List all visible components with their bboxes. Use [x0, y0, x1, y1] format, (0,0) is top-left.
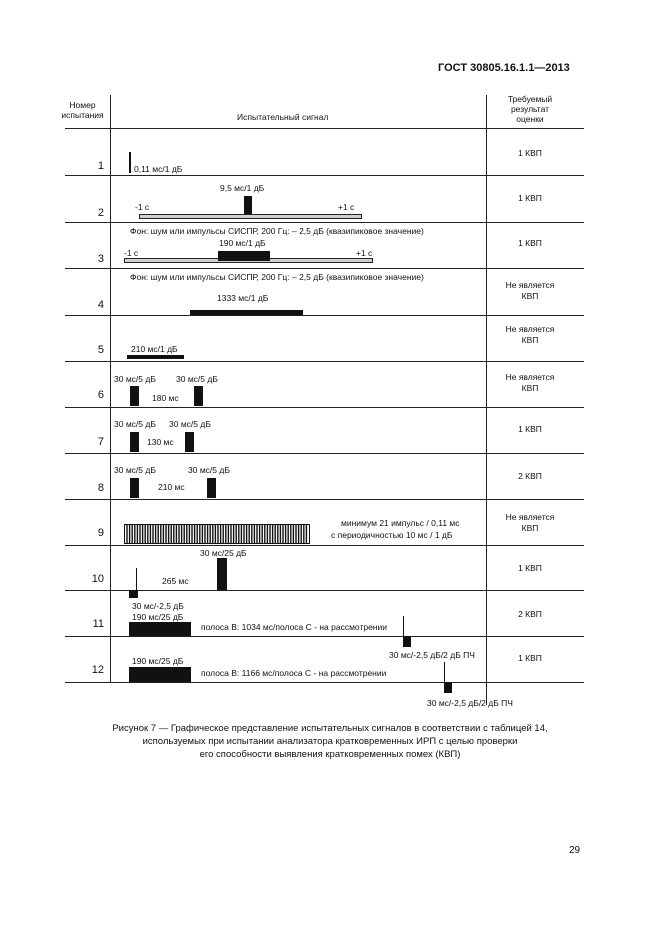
signal-label: 1333 мс/1 дБ [217, 293, 269, 303]
row-divider [65, 128, 584, 129]
interval-label: 130 мс [147, 437, 174, 447]
result-line: КВП [521, 523, 539, 533]
row-number: 8 [97, 482, 104, 494]
row-number: 10 [91, 573, 104, 585]
impulse-block [129, 622, 191, 636]
signal-label: 0,11 мс/1 дБ [134, 164, 183, 174]
result-cell: 1 КВП [518, 653, 542, 663]
result-cell: 1 КВП [518, 424, 542, 434]
result-cell: 1 КВП [518, 148, 542, 158]
impulse-marker [136, 568, 137, 590]
band-note: полоса В: 1034 мс/полоса С - на рассмотрении [201, 622, 387, 632]
row-number: 6 [97, 389, 104, 401]
impulse-block [217, 558, 227, 590]
header-test-number-line: испытания [61, 110, 104, 120]
background-label: Фон: шум или импульсы СИСПР, 200 Гц: – 2,5 дБ (квазипиковое значение) [130, 272, 424, 282]
result-cell: 2 КВП [518, 609, 542, 619]
impulse-block [207, 478, 216, 498]
header-required-result [489, 94, 571, 124]
signal-label: 190 мс/25 дБ [132, 612, 184, 622]
impulse-marker [129, 152, 131, 173]
row-number: 4 [97, 299, 104, 311]
impulse-block [130, 386, 139, 406]
column-divider [110, 95, 111, 682]
signal-label: 30 мс/5 дБ [114, 374, 156, 384]
result-cell: 1 КВП [518, 238, 542, 248]
impulse-block [127, 355, 184, 359]
signal-label: 30 мс/-2,5 дБ [132, 601, 184, 611]
page-number: 29 [569, 845, 581, 856]
interval-label: 265 мс [162, 576, 189, 586]
header-test-number-line: Номер [69, 100, 96, 110]
impulse-block [129, 667, 191, 682]
result-cell [489, 512, 571, 534]
signal-label: -1 с [135, 202, 150, 212]
impulse-block [190, 310, 303, 315]
row-divider [65, 545, 584, 546]
result-cell [489, 324, 571, 346]
background-label: Фон: шум или импульсы СИСПР, 200 Гц: – 2,5 дБ (квазипиковое значение) [130, 226, 424, 236]
impulse-block [185, 432, 194, 452]
row-divider [65, 175, 584, 176]
header-test-number [60, 100, 105, 120]
result-line: Не является [505, 324, 555, 334]
column-divider [486, 95, 487, 705]
interval-label: 180 мс [152, 393, 179, 403]
impulse-marker [444, 662, 445, 682]
figure-caption [60, 722, 600, 761]
caption-line: Рисунок 7 — Графическое представление испытательных сигналов в соответствии с таблицей 14, [112, 723, 548, 734]
impulse-marker [403, 616, 404, 636]
negative-impulse-block [403, 636, 411, 647]
signal-label: 30 мс/5 дБ [188, 465, 230, 475]
signal-label: 30 мс/-2,5 дБ/2 дБ ПЧ [427, 698, 513, 708]
impulse-train [124, 524, 310, 544]
result-line: КВП [521, 291, 539, 301]
row-number: 1 [97, 160, 104, 172]
signal-label: 30 мс/5 дБ [169, 419, 211, 429]
signal-label: 30 мс/-2,5 дБ/2 дБ ПЧ [389, 650, 475, 660]
impulse-block [130, 432, 139, 452]
row-number: 9 [97, 527, 104, 539]
result-cell: 2 КВП [518, 471, 542, 481]
impulse-block [244, 196, 252, 214]
impulse-block [130, 478, 139, 498]
row-number: 3 [97, 253, 104, 265]
header-result-line: Требуемый [507, 94, 553, 104]
signal-label: с периодичностью 10 мс / 1 дБ [331, 530, 453, 540]
result-line: КВП [521, 383, 539, 393]
header-test-signal: Испытательный сигнал [237, 112, 329, 122]
result-line: Не является [505, 372, 555, 382]
result-line: КВП [521, 335, 539, 345]
result-line: Не является [505, 512, 555, 522]
signal-label: 30 мс/25 дБ [200, 548, 247, 558]
negative-impulse-block [444, 682, 452, 693]
row-divider [65, 361, 584, 362]
result-cell [489, 372, 571, 394]
row-divider [65, 407, 584, 408]
document-code: ГОСТ 30805.16.1.1—2013 [438, 62, 570, 74]
row-divider [65, 499, 584, 500]
signal-label: +1 с [338, 202, 355, 212]
signal-label: 30 мс/5 дБ [176, 374, 218, 384]
result-line: Не является [505, 280, 555, 290]
row-divider [65, 453, 584, 454]
header-result-line: результат [510, 104, 550, 114]
background-noise-bar [139, 214, 362, 219]
signal-label: -1 с [124, 248, 139, 258]
signal-label: +1 с [356, 248, 373, 258]
impulse-block [194, 386, 203, 406]
signal-label: 30 мс/5 дБ [114, 419, 156, 429]
row-divider [65, 222, 584, 223]
row-number: 12 [91, 664, 104, 676]
result-cell: 1 КВП [518, 193, 542, 203]
row-divider [65, 268, 584, 269]
signal-label: 9,5 мс/1 дБ [220, 183, 265, 193]
row-divider [65, 315, 584, 316]
row-number: 2 [97, 207, 104, 219]
result-cell: 1 КВП [518, 563, 542, 573]
header-result-line: оценки [516, 114, 544, 124]
row-number: 11 [92, 618, 104, 630]
signal-label: минимум 21 импульс / 0,11 мс [341, 518, 460, 528]
caption-line: используемых при испытании анализатора кратковременных ИРП с целью проверки [142, 736, 518, 747]
row-number: 7 [97, 436, 104, 448]
interval-label: 210 мс [158, 482, 185, 492]
caption-line: его способности выявления кратковременных помех (КВП) [199, 749, 461, 760]
signal-label: 30 мс/5 дБ [114, 465, 156, 475]
signal-label: 190 мс/25 дБ [132, 656, 184, 666]
negative-impulse-block [129, 590, 138, 598]
result-cell [489, 280, 571, 302]
row-divider [65, 682, 584, 683]
band-note: полоса В: 1166 мс/полоса С - на рассмотрении [201, 668, 387, 678]
row-number: 5 [97, 344, 104, 356]
signal-label: 190 мс/1 дБ [219, 238, 266, 248]
impulse-block [218, 251, 270, 261]
row-divider [65, 590, 584, 591]
row-divider [65, 636, 584, 637]
signal-label: 210 мс/1 дБ [131, 344, 178, 354]
